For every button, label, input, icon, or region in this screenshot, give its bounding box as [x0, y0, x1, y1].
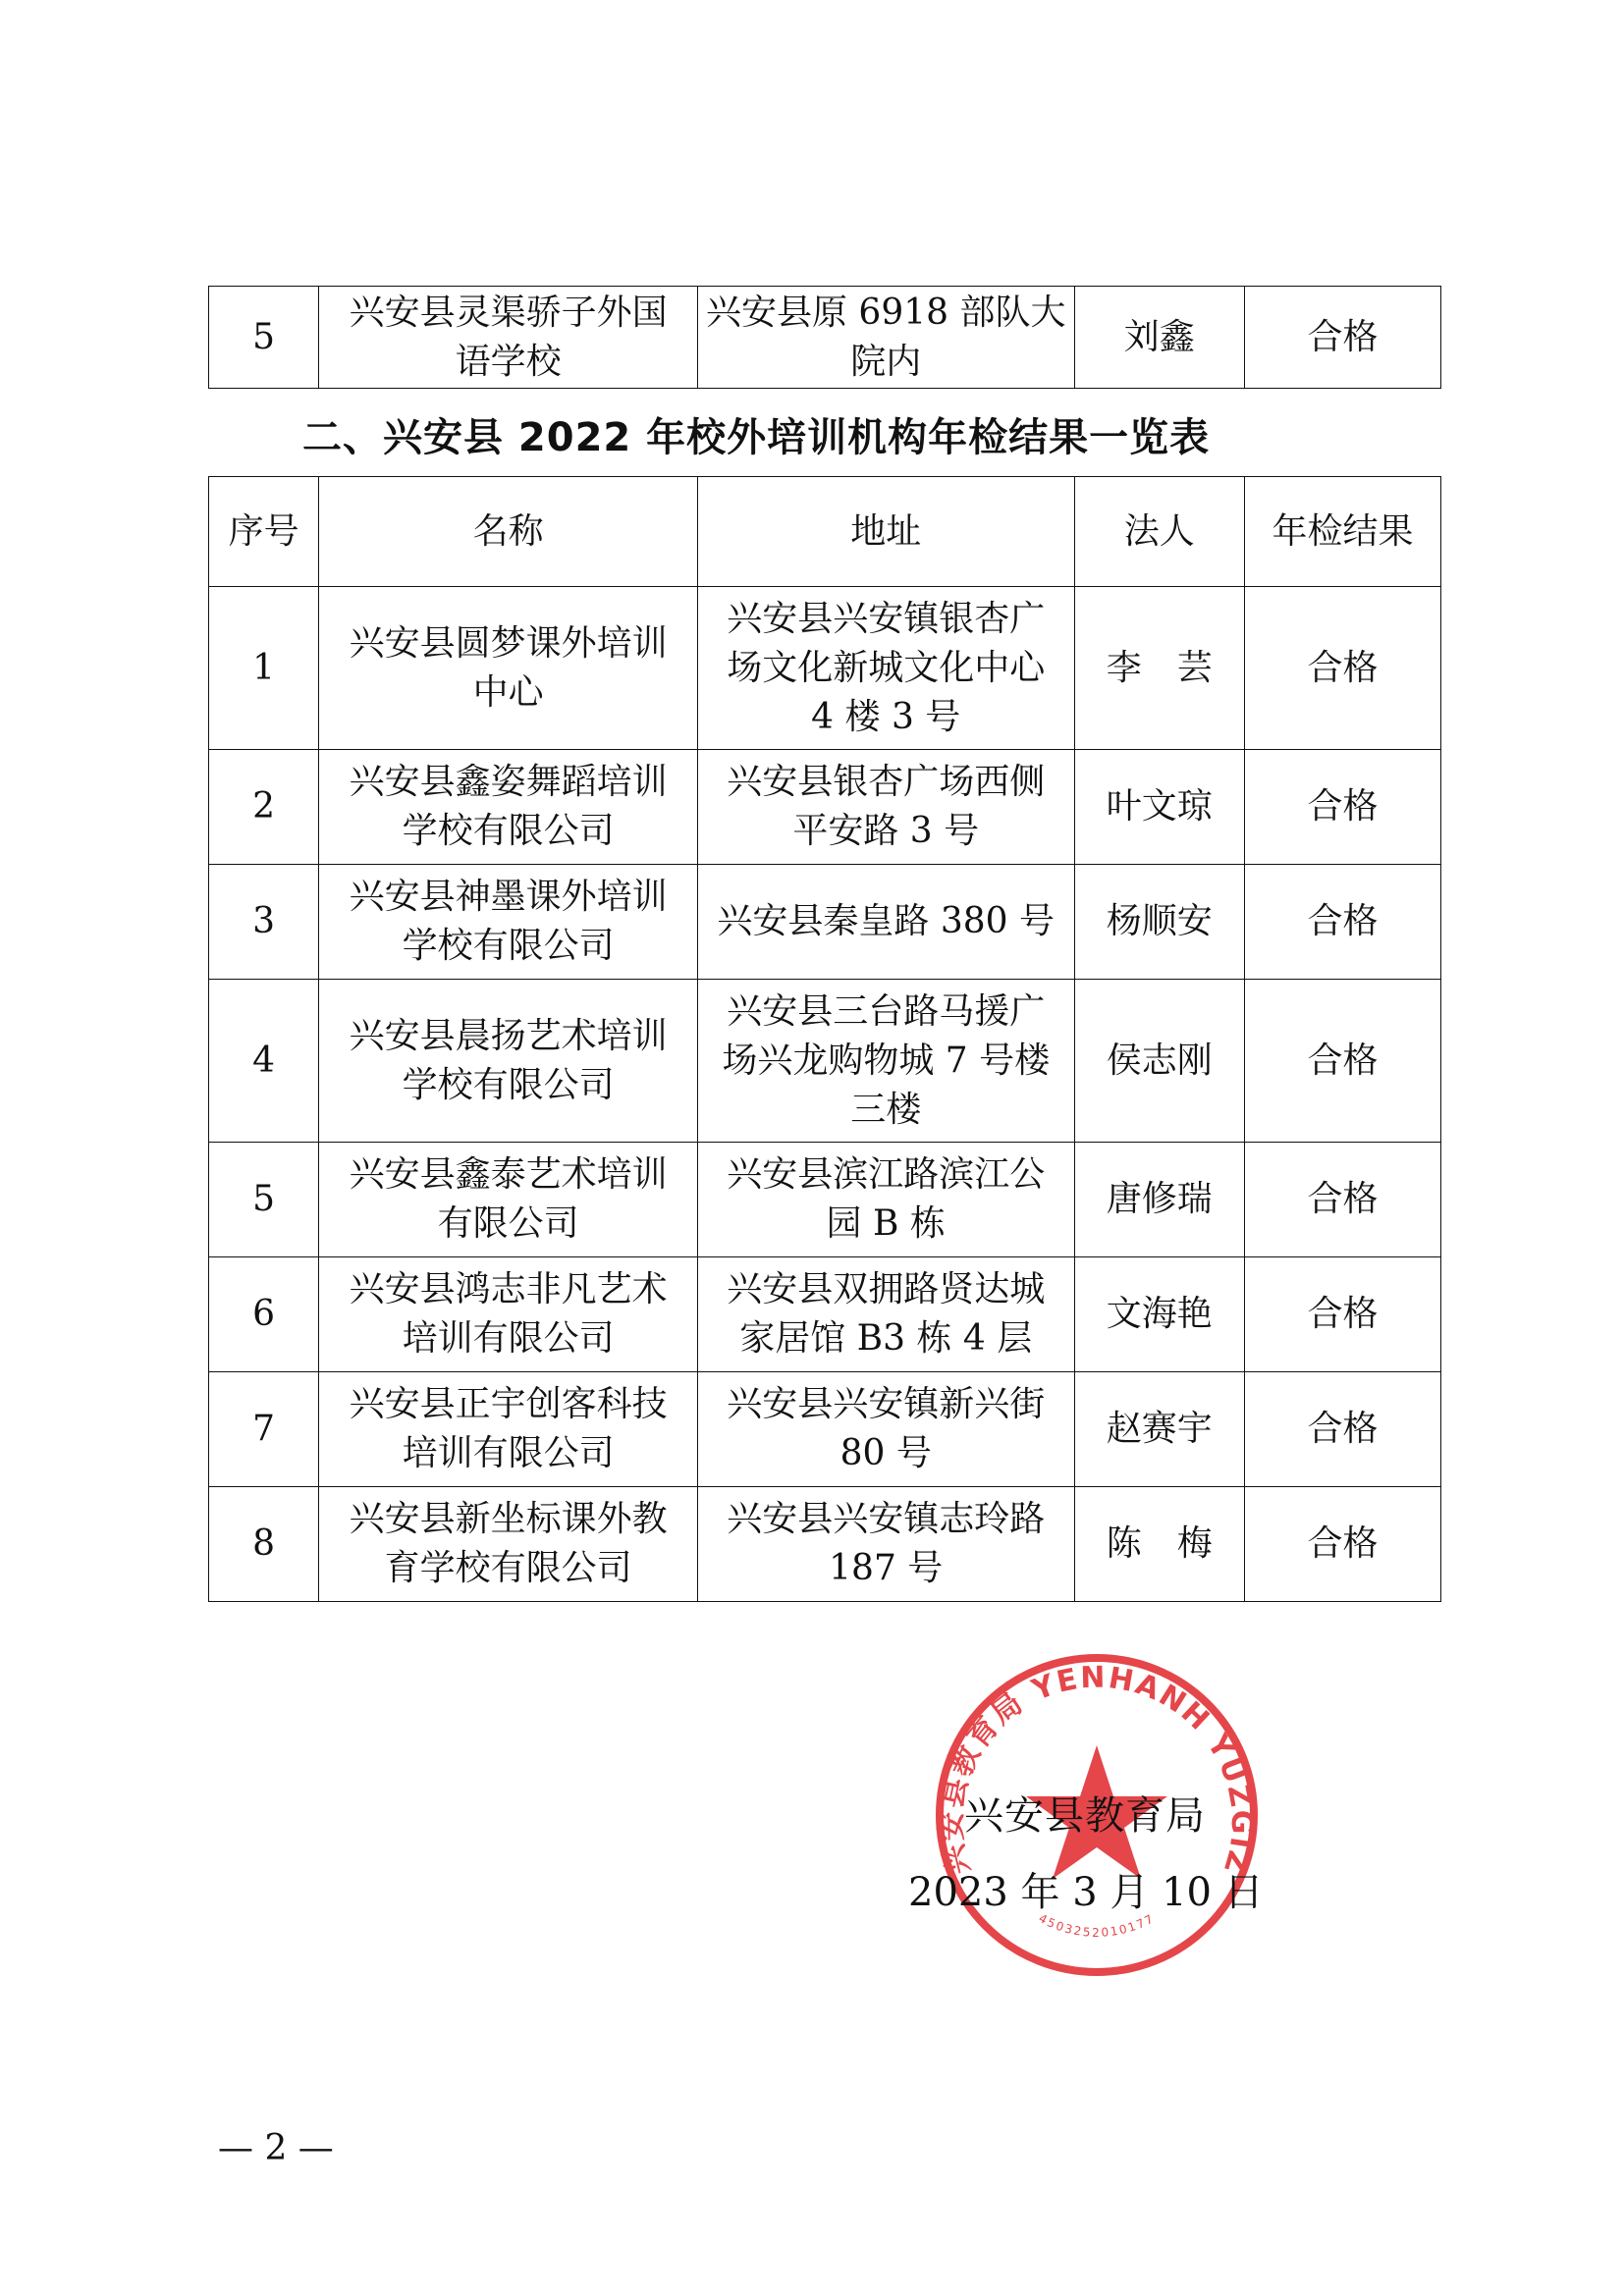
inspection-result: 合格: [1245, 750, 1441, 865]
inspection-result: 合格: [1245, 1257, 1441, 1372]
table-row: [209, 1487, 1441, 1602]
header-address: 地址: [697, 477, 1074, 587]
table-row: [209, 1257, 1441, 1372]
inspection-result: 合格: [1245, 1372, 1441, 1487]
table-row: [209, 587, 1441, 750]
row-number: 1: [209, 587, 319, 750]
org-name: 兴安县鑫泰艺术培训 有限公司: [319, 1143, 698, 1257]
legal-person: 陈 梅: [1074, 1487, 1244, 1602]
header-name: 名称: [319, 477, 698, 587]
org-name: 兴安县新坐标课外教 育学校有限公司: [319, 1487, 698, 1602]
signature-date: 2023 年 3 月 10 日: [908, 1870, 1264, 1915]
inspection-result: 合格: [1245, 865, 1441, 980]
inspection-result: 合格: [1245, 287, 1441, 389]
row-number: 5: [209, 287, 319, 389]
org-name: 兴安县灵渠骄子外国 语学校: [319, 287, 698, 389]
row-number: 8: [209, 1487, 319, 1602]
org-address: 兴安县秦皇路 380 号: [697, 865, 1074, 980]
section-title: 二、兴安县 2022 年校外培训机构年检结果一览表: [302, 415, 1211, 460]
row-number: 5: [209, 1143, 319, 1257]
legal-person: 刘鑫: [1074, 287, 1244, 389]
table-row: [209, 750, 1441, 865]
org-address: 兴安县兴安镇银杏广 场文化新城文化中心 4 楼 3 号: [697, 587, 1074, 750]
inspection-result: 合格: [1245, 587, 1441, 750]
org-address: 兴安县三台路马援广 场兴龙购物城 7 号楼 三楼: [697, 980, 1074, 1143]
inspection-result: 合格: [1245, 980, 1441, 1143]
page-number: — 2 —: [218, 2128, 334, 2168]
org-address: 兴安县滨江路滨江公 园 B 栋: [697, 1143, 1074, 1257]
org-name: 兴安县圆梦课外培训 中心: [319, 587, 698, 750]
inspection-result: 合格: [1245, 1143, 1441, 1257]
legal-person: 杨顺安: [1074, 865, 1244, 980]
org-address: 兴安县兴安镇新兴街 80 号: [697, 1372, 1074, 1487]
legal-person: 文海艳: [1074, 1257, 1244, 1372]
inspection-result: 合格: [1245, 1487, 1441, 1602]
org-name: 兴安县神墨课外培训 学校有限公司: [319, 865, 698, 980]
row-number: 2: [209, 750, 319, 865]
table-row: [209, 1143, 1441, 1257]
org-name: 兴安县正宇创客科技 培训有限公司: [319, 1372, 698, 1487]
org-name: 兴安县鸿志非凡艺术 培训有限公司: [319, 1257, 698, 1372]
top-table-continuation: [208, 286, 1441, 389]
legal-person: 赵赛宇: [1074, 1372, 1244, 1487]
org-name: 兴安县鑫姿舞蹈培训 学校有限公司: [319, 750, 698, 865]
signature-organization: 兴安县教育局: [964, 1793, 1206, 1839]
org-address: 兴安县兴安镇志玲路 187 号: [697, 1487, 1074, 1602]
org-address: 兴安县银杏广场西侧 平安路 3 号: [697, 750, 1074, 865]
row-number: 3: [209, 865, 319, 980]
seal-code: 4503252010177: [1036, 1911, 1158, 1940]
org-address: 兴安县双拥路贤达城 家居馆 B3 栋 4 层: [697, 1257, 1074, 1372]
org-name: 兴安县晨扬艺术培训 学校有限公司: [319, 980, 698, 1143]
legal-person: 唐修瑞: [1074, 1143, 1244, 1257]
row-number: 4: [209, 980, 319, 1143]
table-row: [209, 287, 1441, 389]
table-row: [209, 1372, 1441, 1487]
table-header-row: [209, 477, 1441, 587]
org-address: 兴安县原 6918 部队大 院内: [697, 287, 1074, 389]
inspection-results-table: [208, 476, 1441, 1602]
table-row: [209, 865, 1441, 980]
header-legal-person: 法人: [1074, 477, 1244, 587]
seal-text: 兴安县教育局 YENHANH YUZGIZ: [934, 1660, 1260, 1880]
legal-person: 侯志刚: [1074, 980, 1244, 1143]
row-number: 6: [209, 1257, 319, 1372]
header-number: 序号: [209, 477, 319, 587]
row-number: 7: [209, 1372, 319, 1487]
table-row: [209, 980, 1441, 1143]
legal-person: 叶文琼: [1074, 750, 1244, 865]
legal-person: 李 芸: [1074, 587, 1244, 750]
header-result: 年检结果: [1245, 477, 1441, 587]
